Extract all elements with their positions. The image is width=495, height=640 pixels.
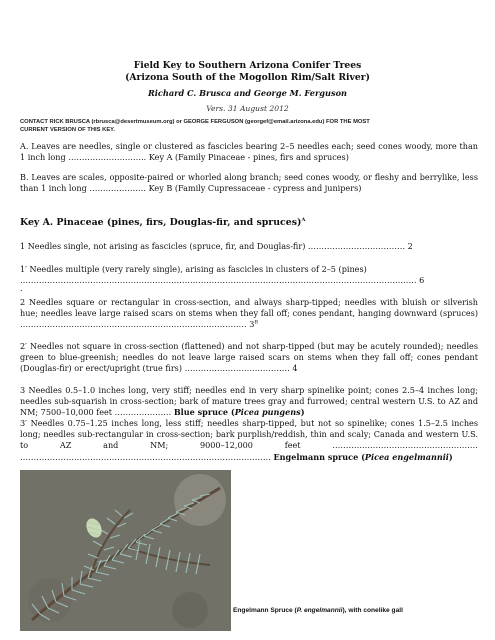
version-line: Vers. 31 August 2012 [206, 104, 289, 113]
couplet-2-prime: 2′ Needles not square in cross-section (flattened) and not sharp-tipped (but may be acutely rounded); needles green to blue-greenish; needles do not leave large raised scars on stems when they fall off; cones pendant (Douglas-fir) or erect/upright (true firs) ………………………………… 4 [20, 341, 478, 374]
photo-caption [233, 607, 403, 614]
couplet-3-prime-result [273, 452, 452, 462]
couplet-1-prime [20, 264, 478, 294]
couplet-1-prime-text: 1′ Needles multiple (very rarely single), arising as fascicles in clusters of 2–5 (pines) [20, 264, 367, 274]
caption-prefix: Engelmann Spruce ( [233, 607, 297, 614]
couplet-3-scientific-name: Picea pungens [234, 407, 301, 418]
title-line-1: Field Key to Southern Arizona Conifer Trees [133, 60, 362, 71]
couplet-3-common-name: Blue spruce ( [173, 407, 235, 418]
couplet-1-prime-leader: ………………………………………………………………………………………………………………………………… 6 [20, 275, 425, 286]
contact-line-2: CURRENT VERSION OF THIS KEY. [20, 126, 116, 133]
couplet-3-result [174, 407, 305, 417]
key-a-heading [20, 217, 478, 228]
footnote-marker-b: B [254, 319, 259, 326]
couplet-3-paren: ) [300, 407, 305, 418]
couplet-3 [20, 385, 478, 419]
intro-choice-b: B. Leaves are scales, opposite-paired or whorled along branch; seed cones woody, or fleshy and berrylike, less than 1 inch long ………………… Key B (Family Cupressaceae - cypress and junipers) [20, 172, 478, 194]
spruce-branch-illustration [20, 470, 231, 631]
title-line-2: (Arizona South of the Mogollon Rim/Salt River) [125, 72, 370, 83]
key-a-heading-text: Key A. Pinaceae (pines, firs, Douglas-fir, and spruces) [20, 217, 302, 228]
couplet-1-prime-mark: . [20, 283, 23, 294]
couplet-3-prime-common-name: Engelmann spruce ( [273, 451, 365, 462]
couplet-2-text: 2 Needles square or rectangular in cross-section, and always sharp-tipped; needles with bluish or silverish hue; needles leave large raised scars on stems when they fall off; cones pendant, hanging downward (spruces) ………………………………………………………………………… 3 [20, 297, 478, 330]
document-title [0, 60, 495, 84]
caption-suffix: ), with conelike gall [342, 607, 403, 614]
contact-line-1: CONTACT RICK BRUSCA (rbrusca@desertmuseum.org) or GEORGE FERGUSON (georgef@email.arizona.edu) FOR THE MOST [20, 119, 370, 125]
intro-choice-a: A. Leaves are needles, single or clustered as fascicles bearing 2–5 needles each; seed cones woody, more than 1 inch long ……………………….. Key A (Family Pinaceae - pines, firs and spruces) [20, 141, 478, 163]
couplet-3-prime-scientific-name: Picea engelmannii [364, 451, 449, 462]
contact-notice [20, 119, 480, 134]
caption-scientific-name: P. engelmannii [296, 607, 343, 614]
authors-line: Richard C. Brusca and George M. Ferguson [147, 88, 347, 98]
couplet-3-prime-paren: ) [448, 451, 453, 462]
couplet-3-prime-text: 3′ Needles 0.75–1.25 inches long, less stiff; needles sharp-tipped, but not so spinelike; cones 1.5–2.5 inches long; needles sub-rectangular in cross-section; bark purplish/reddish, thin and scaly; Canada and western U.S. to AZ and NM; 9000–12,000 feet ……………………………………………… ………………………………………………………………………………… [20, 418, 478, 462]
couplet-1: 1 Needles single, not arising as fascicles (spruce, fir, and Douglas-fir) ……………………………… 2 [20, 241, 413, 251]
couplet-3-prime [20, 418, 478, 463]
couplet-3-text: 3 Needles 0.5–1.0 inches long, very stiff; needles end in very sharp spinelike point; cones 2.5–4 inches long; needles sub-squarish in cross-section; bark of mature trees gray and furrowed; central western U.S. to AZ and NM; 7500–10,000 feet ………………… [20, 385, 478, 418]
couplet-2 [20, 297, 478, 331]
engelmann-spruce-photo [20, 470, 231, 631]
footnote-marker-a: A [301, 216, 306, 223]
